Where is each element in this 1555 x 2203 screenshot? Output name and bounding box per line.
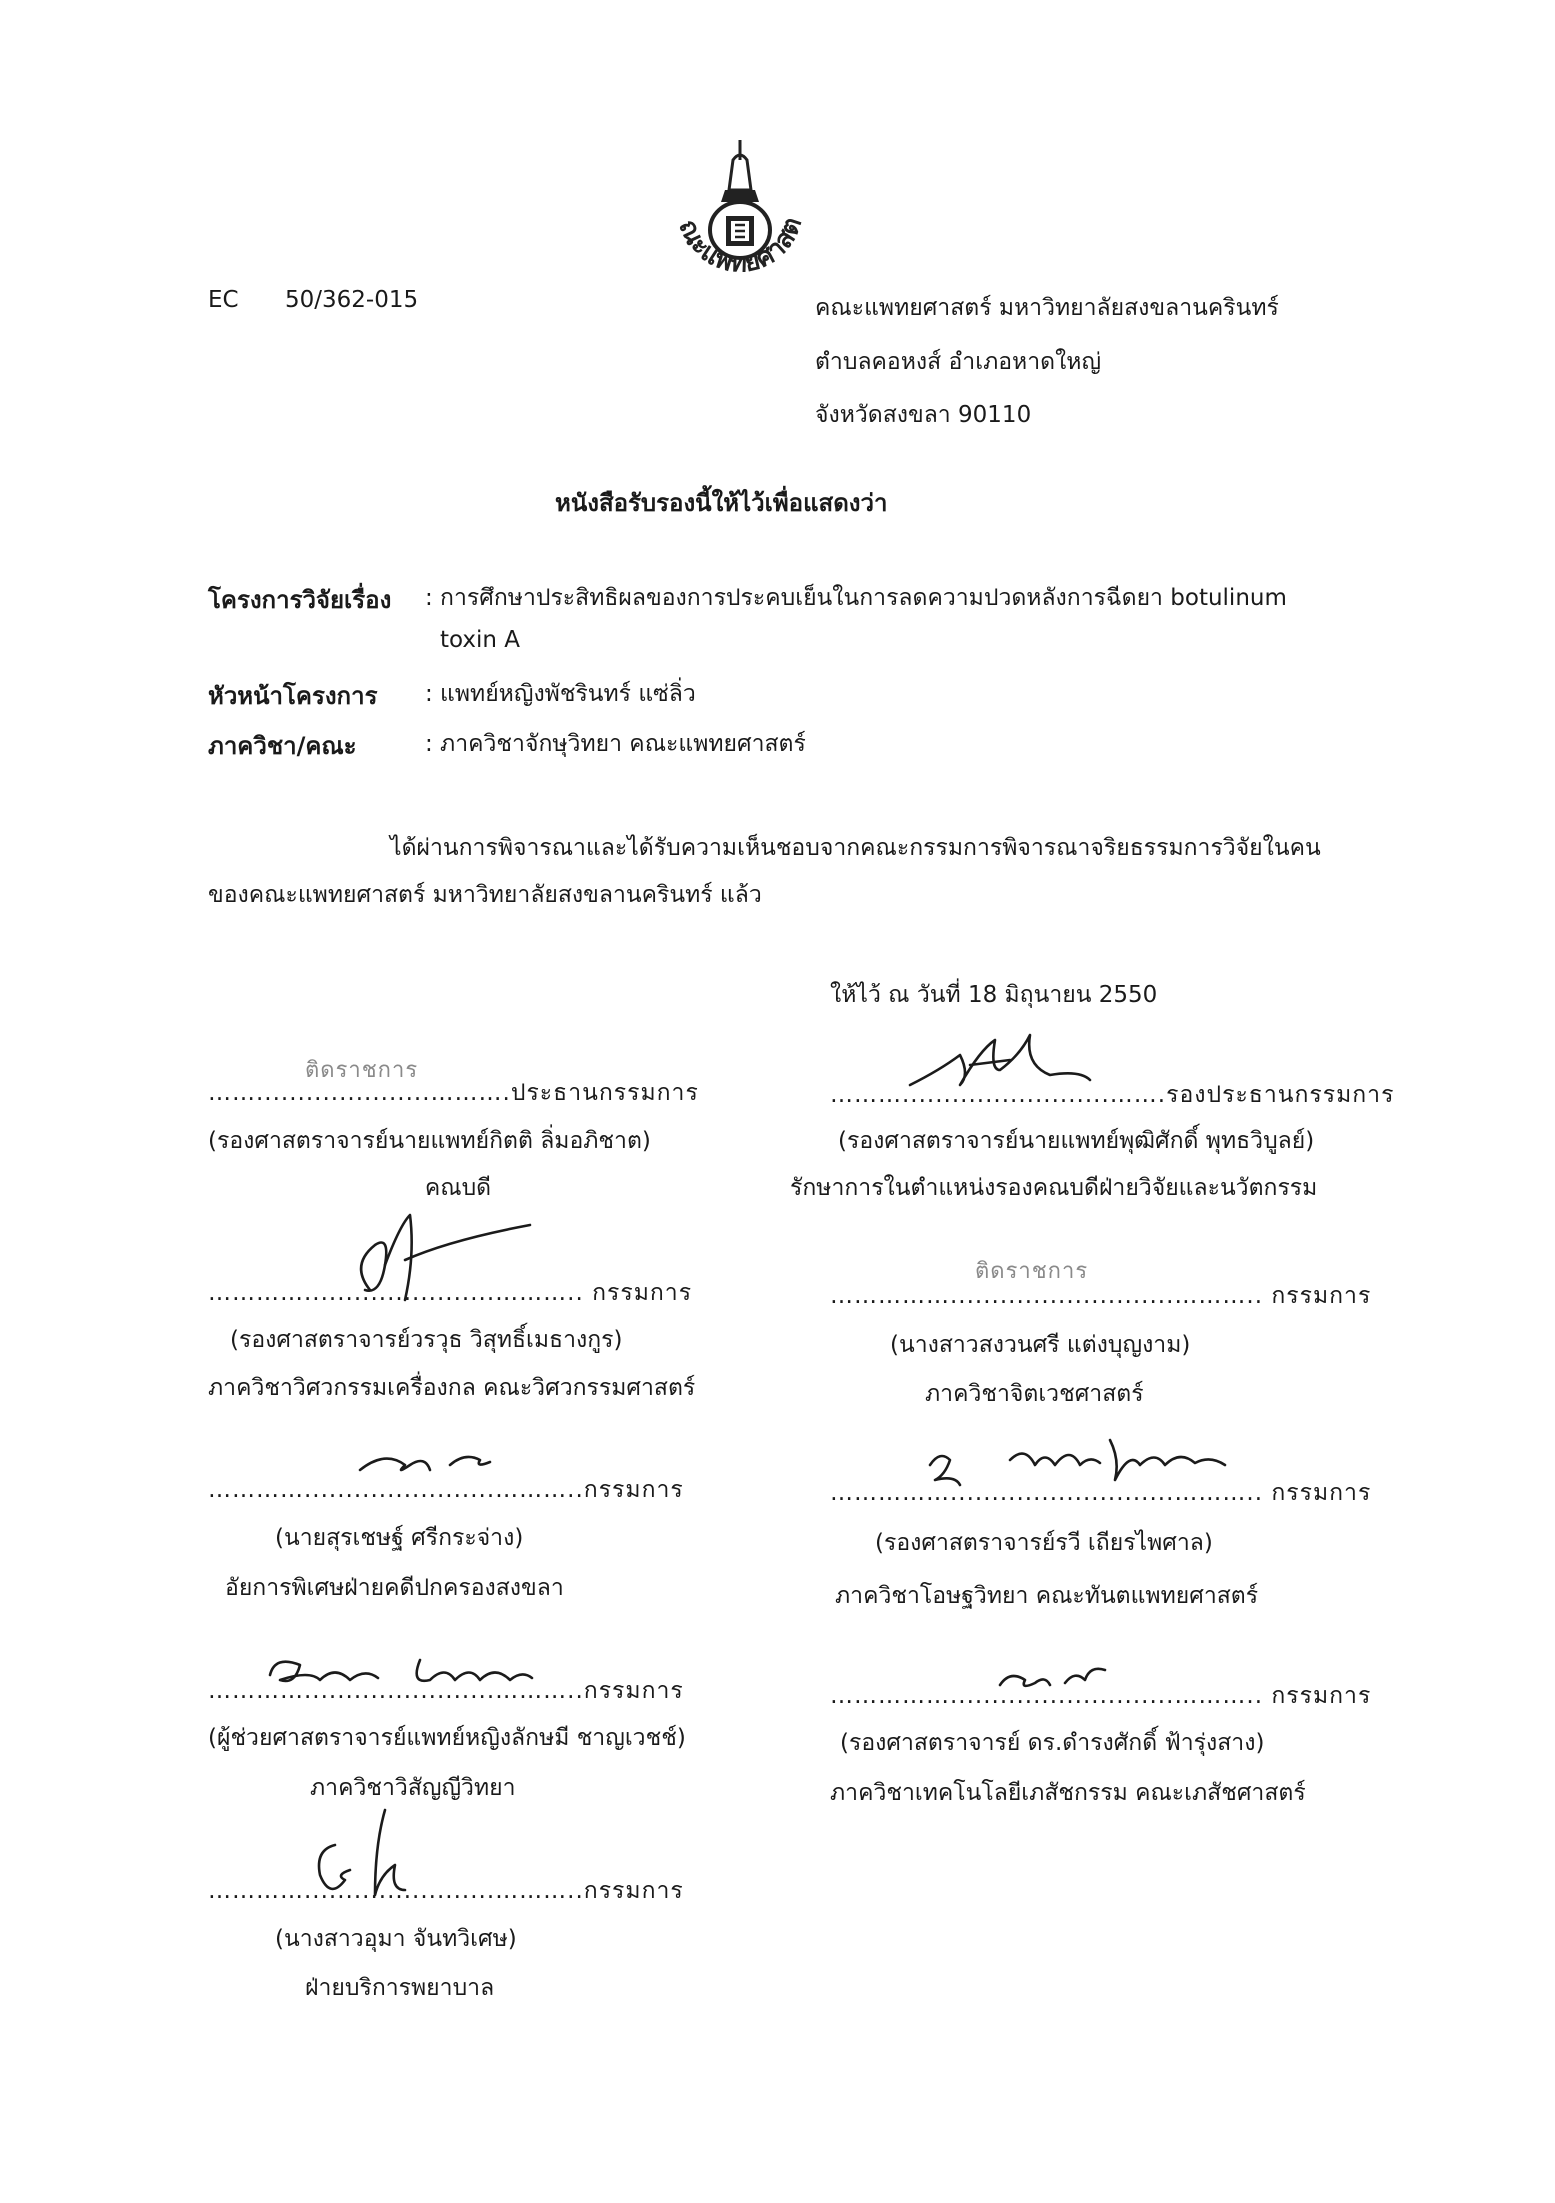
project-label: โครงการวิจัยเรื่อง <box>208 586 392 614</box>
member-5-signature-line: ………….......................………..กรรมการ <box>208 1678 684 1704</box>
member-7-name: (นางสาวอุมา จันทวิเศษ) <box>275 1926 517 1952</box>
ec-number: 50/362-015 <box>285 287 419 313</box>
member-2-position: ภาควิชาจิตเวชศาสตร์ <box>925 1381 1144 1407</box>
member-5-position: ภาควิชาวิสัญญีวิทยา <box>310 1775 516 1801</box>
department-value: : ภาควิชาจักษุวิทยา คณะแพทยศาสตร์ <box>425 731 806 757</box>
department-label: ภาควิชา/คณะ <box>208 732 357 760</box>
member-3-signature-line: ………….......................………..กรรมการ <box>208 1477 684 1503</box>
member-2-signature-line: ……………...........................……….. กรรมการ <box>830 1283 1372 1309</box>
member-6-name: (รองศาสตราจารย์ ดร.ดำรงศักดิ์ ฟ้ารุ่งสาง) <box>840 1730 1265 1756</box>
absent-stamp-2: ติดราชการ <box>975 1259 1089 1284</box>
absent-stamp: ติดราชการ <box>305 1058 419 1083</box>
svg-text:คณะแพทยศาสตร์ <box>646 106 808 279</box>
member-1-name: (รองศาสตราจารย์วรวุธ วิสุทธิ์เมธางกูร) <box>230 1327 623 1353</box>
member-1-signature-line: ………….......................……….. กรรมการ <box>208 1280 693 1306</box>
member-4-position: ภาควิชาโอษฐวิทยา คณะทันตแพทยศาสตร์ <box>835 1583 1259 1609</box>
vice-chair-name: (รองศาสตราจารย์นายแพทย์พุฒิศักดิ์ พุทธวิบูลย์) <box>838 1128 1315 1154</box>
lead-value: : แพทย์หญิงพัชรินทร์ แซ่ลิ่ว <box>425 681 696 707</box>
address-line-1: คณะแพทยศาสตร์ มหาวิทยาลัยสงขลานครินทร์ <box>815 295 1279 321</box>
member-3-position: อัยการพิเศษฝ่ายคดีปกครองสงขลา <box>225 1575 564 1601</box>
lead-label: หัวหน้าโครงการ <box>208 682 378 710</box>
chair-signature-line: …….....................……….ประธานกรรมการ <box>208 1080 699 1106</box>
ec-label: EC <box>208 287 239 313</box>
member-3-name: (นายสุรเชษฐ์ ศรีกระจ่าง) <box>275 1525 524 1551</box>
member-6-position: ภาควิชาเทคโนโลยีเภสัชกรรม คณะเภสัชศาสตร์ <box>830 1780 1306 1806</box>
vice-chair-position: รักษาการในตำแหน่งรองคณบดีฝ่ายวิจัยและนวัตกรรม <box>790 1175 1318 1201</box>
chair-name: (รองศาสตราจารย์นายแพทย์กิตติ ลิ่มอภิชาต) <box>208 1128 651 1154</box>
member-2-name: (นางสาวสงวนศรี แต่งบุญงาม) <box>890 1332 1191 1358</box>
member-4-signature-line: ……………...........................……….. กรรมการ <box>830 1480 1372 1506</box>
member-7-signature-line: ………….......................………..กรรมการ <box>208 1878 684 1904</box>
member-4-name: (รองศาสตราจารย์รวี เถียรไพศาล) <box>875 1530 1213 1556</box>
project-title-line-2: toxin A <box>440 627 521 653</box>
vice-chair-signature-line: ……….........................…….รองประธานกรรมการ <box>830 1082 1395 1108</box>
issue-date: ให้ไว้ ณ วันที่ 18 มิถุนายน 2550 <box>830 982 1158 1008</box>
member-1-position: ภาควิชาวิศวกรรมเครื่องกล คณะวิศวกรรมศาสตร์ <box>208 1375 696 1401</box>
member-5-name: (ผู้ช่วยศาสตราจารย์แพทย์หญิงลักษมี ชาญเวชช์) <box>208 1725 686 1751</box>
project-title-line-1: : การศึกษาประสิทธิผลของการประคบเย็นในการลดความปวดหลังการฉีดยา botulinum <box>425 585 1287 611</box>
faculty-logo <box>646 107 825 300</box>
address-line-2: ตำบลคอหงส์ อำเภอหาดใหญ่ <box>815 349 1102 375</box>
member-6-signature-line: ……………...........................……….. กรรมการ <box>830 1683 1372 1709</box>
address-line-3: จังหวัดสงขลา 90110 <box>815 402 1032 428</box>
chair-position: คณบดี <box>424 1175 492 1201</box>
document-heading: หนังสือรับรองนี้ให้ไว้เพื่อแสดงว่า <box>555 489 888 517</box>
logo-text: คณะแพทยศาสตร์ <box>646 107 809 279</box>
approval-text-line-2: ของคณะแพทยศาสตร์ มหาวิทยาลัยสงขลานครินทร์ แล้ว <box>208 882 762 908</box>
member-7-position: ฝ่ายบริการพยาบาล <box>305 1975 495 2001</box>
approval-text-line-1: ได้ผ่านการพิจารณาและได้รับความเห็นชอบจากคณะกรรมการพิจารณาจริยธรรมการวิจัยในคน <box>390 835 1321 861</box>
